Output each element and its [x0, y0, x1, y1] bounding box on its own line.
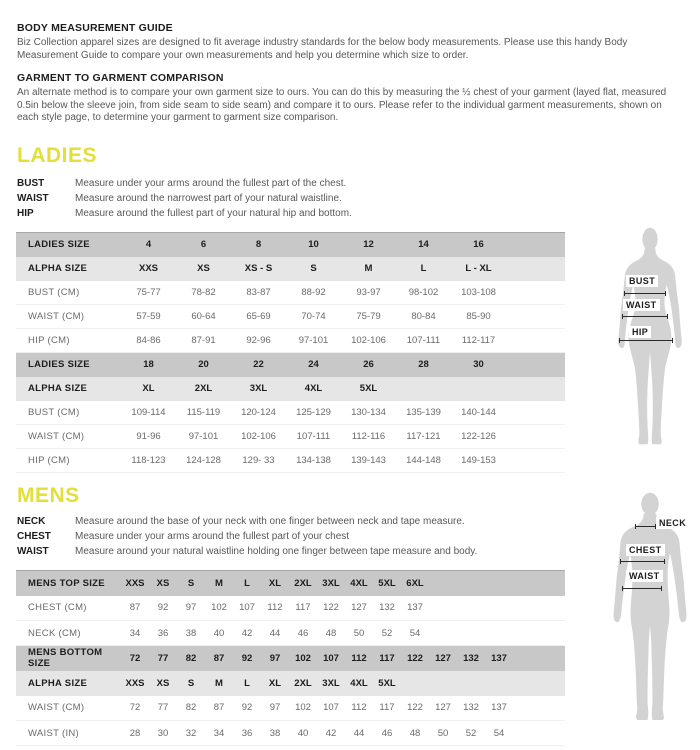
- size-cell: 3XL: [317, 671, 345, 696]
- definition-row: [17, 529, 477, 544]
- size-cell: 87: [205, 646, 233, 671]
- size-cell: 54: [401, 621, 429, 646]
- size-cell: 82: [177, 646, 205, 671]
- size-cell: 149-153: [451, 449, 506, 473]
- size-cell: 70-74: [286, 305, 341, 329]
- size-cell: L: [233, 571, 261, 596]
- size-cell: [485, 571, 513, 596]
- definition-text: Measure around the narrowest part of your natural waistline.: [75, 193, 342, 204]
- size-cell: 44: [261, 621, 289, 646]
- size-cell: 130-134: [341, 401, 396, 425]
- size-cell: 54: [485, 721, 513, 746]
- row-label: ALPHA SIZE: [16, 671, 121, 696]
- size-cell: 46: [289, 621, 317, 646]
- size-cell: 42: [233, 621, 261, 646]
- size-cell: 34: [205, 721, 233, 746]
- size-cell: 38: [177, 621, 205, 646]
- size-cell: 122: [401, 696, 429, 721]
- bust-measure-arrow-icon: [624, 291, 666, 296]
- size-cell: 102: [205, 596, 233, 621]
- row-label: CHEST (CM): [16, 596, 121, 621]
- size-cell: [396, 377, 451, 401]
- size-cell: 87-91: [176, 329, 231, 353]
- guide-title: BODY MEASUREMENT GUIDE: [17, 22, 173, 34]
- size-table-row-mens-bottom-size: [16, 646, 565, 671]
- size-cell: 5XL: [373, 571, 401, 596]
- waist-label: WAIST: [623, 299, 660, 311]
- size-cell: 46: [373, 721, 401, 746]
- ladies-definitions: [17, 176, 352, 221]
- size-cell: 107-111: [396, 329, 451, 353]
- row-label: LADIES SIZE: [16, 233, 121, 257]
- size-cell: M: [205, 671, 233, 696]
- size-table-row-waist-cm-: [16, 425, 565, 449]
- size-cell: 30: [149, 721, 177, 746]
- size-cell: 26: [341, 353, 396, 377]
- size-cell: 52: [457, 721, 485, 746]
- size-cell: XS: [149, 571, 177, 596]
- size-cell: 102-106: [231, 425, 286, 449]
- size-cell: 5XL: [373, 671, 401, 696]
- definition-term: WAIST: [17, 193, 49, 204]
- hip-measure-arrow-icon: [619, 338, 673, 343]
- size-cell: 24: [286, 353, 341, 377]
- size-cell: 98-102: [396, 281, 451, 305]
- size-cell: 2XL: [289, 671, 317, 696]
- definition-text: Measure under your arms around the fullest part of the chest.: [75, 178, 347, 189]
- size-table-row-hip-cm-: [16, 329, 565, 353]
- size-cell: 117-121: [396, 425, 451, 449]
- size-table-row-ladies-size: [16, 353, 565, 377]
- size-cell: 3XL: [231, 377, 286, 401]
- definition-row: [17, 514, 477, 529]
- size-table-row-hip-cm-: [16, 449, 565, 473]
- definition-text: Measure around your natural waistline holding one finger between tape measure and body.: [75, 546, 478, 557]
- size-cell: 137: [485, 646, 513, 671]
- definition-row: [17, 206, 352, 221]
- row-label: WAIST (IN): [16, 721, 121, 746]
- size-cell: L - XL: [451, 257, 506, 281]
- size-cell: 139-143: [341, 449, 396, 473]
- size-cell: 120-124: [231, 401, 286, 425]
- size-cell: 42: [317, 721, 345, 746]
- size-cell: 103-108: [451, 281, 506, 305]
- definition-term: BUST: [17, 178, 45, 189]
- size-cell: 4XL: [286, 377, 341, 401]
- size-cell: 52: [373, 621, 401, 646]
- definition-term: CHEST: [17, 531, 51, 542]
- size-cell: 44: [345, 721, 373, 746]
- definition-term: WAIST: [17, 546, 49, 557]
- size-cell: 84-86: [121, 329, 176, 353]
- size-cell: 134-138: [286, 449, 341, 473]
- definition-text: Measure under your arms around the fullest part of your chest: [75, 531, 350, 542]
- size-cell: 118-123: [121, 449, 176, 473]
- size-cell: XXS: [121, 257, 176, 281]
- size-cell: 93-97: [341, 281, 396, 305]
- row-label: HIP (CM): [16, 449, 121, 473]
- size-cell: 137: [401, 596, 429, 621]
- size-cell: [457, 596, 485, 621]
- size-cell: 97: [261, 646, 289, 671]
- neck-measure-arrow-icon: [635, 524, 656, 529]
- size-cell: 107: [317, 696, 345, 721]
- size-cell: 97: [177, 596, 205, 621]
- size-cell: 97: [261, 696, 289, 721]
- filler-cell: [506, 305, 565, 329]
- size-cell: [485, 671, 513, 696]
- size-cell: 107: [233, 596, 261, 621]
- filler-cell: [506, 377, 565, 401]
- size-cell: 8: [231, 233, 286, 257]
- size-cell: [485, 596, 513, 621]
- size-cell: 91-96: [121, 425, 176, 449]
- size-cell: 127: [345, 596, 373, 621]
- size-cell: 102-106: [341, 329, 396, 353]
- size-cell: 48: [401, 721, 429, 746]
- size-table-row-ladies-size: [16, 233, 565, 257]
- filler-cell: [506, 329, 565, 353]
- size-table-row-alpha-size: [16, 377, 565, 401]
- size-cell: 60-64: [176, 305, 231, 329]
- size-cell: 132: [457, 646, 485, 671]
- size-table-row-alpha-size: [16, 671, 565, 696]
- size-table-row-bust-cm-: [16, 281, 565, 305]
- size-cell: [401, 671, 429, 696]
- size-cell: 22: [231, 353, 286, 377]
- size-cell: 97-101: [176, 425, 231, 449]
- size-cell: 4XL: [345, 571, 373, 596]
- size-cell: 87: [205, 696, 233, 721]
- size-table-row-mens-top-size: [16, 571, 565, 596]
- size-table-row-alpha-size: [16, 257, 565, 281]
- filler-cell: [513, 596, 565, 621]
- filler-cell: [506, 401, 565, 425]
- size-cell: 117: [373, 696, 401, 721]
- ladies-figure: [603, 227, 697, 448]
- mens-section-heading: MENS: [17, 484, 80, 507]
- size-cell: 2XL: [289, 571, 317, 596]
- ladies-section-heading: LADIES: [17, 144, 98, 167]
- size-cell: 112-116: [341, 425, 396, 449]
- row-label: MENS BOTTOM SIZE: [16, 646, 121, 671]
- size-cell: XXS: [121, 571, 149, 596]
- size-cell: 50: [429, 721, 457, 746]
- size-cell: S: [177, 571, 205, 596]
- size-cell: XXS: [121, 671, 149, 696]
- size-cell: 144-148: [396, 449, 451, 473]
- size-cell: 125-129: [286, 401, 341, 425]
- size-cell: XL: [261, 671, 289, 696]
- size-cell: 92: [149, 596, 177, 621]
- size-cell: XS: [149, 671, 177, 696]
- size-cell: 77: [149, 646, 177, 671]
- size-table-row-chest-cm-: [16, 596, 565, 621]
- row-label: LADIES SIZE: [16, 353, 121, 377]
- size-cell: S: [286, 257, 341, 281]
- size-cell: 109-114: [121, 401, 176, 425]
- size-cell: 18: [121, 353, 176, 377]
- size-cell: 6XL: [401, 571, 429, 596]
- comparison-title: GARMENT TO GARMENT COMPARISON: [17, 72, 224, 84]
- size-cell: 132: [457, 696, 485, 721]
- size-cell: 115-119: [176, 401, 231, 425]
- size-cell: 140-144: [451, 401, 506, 425]
- size-cell: 72: [121, 646, 149, 671]
- size-cell: 137: [485, 696, 513, 721]
- size-cell: 80-84: [396, 305, 451, 329]
- size-cell: L: [233, 671, 261, 696]
- size-cell: 12: [341, 233, 396, 257]
- size-cell: 127: [429, 696, 457, 721]
- ladies-size-table: [16, 232, 565, 473]
- size-cell: 20: [176, 353, 231, 377]
- size-cell: 4: [121, 233, 176, 257]
- size-cell: 48: [317, 621, 345, 646]
- size-cell: 107-111: [286, 425, 341, 449]
- filler-cell: [506, 233, 565, 257]
- definition-text: Measure around the base of your neck with one finger between neck and tape measure.: [75, 516, 465, 527]
- size-cell: 82: [177, 696, 205, 721]
- row-label: ALPHA SIZE: [16, 377, 121, 401]
- bust-label: BUST: [626, 275, 658, 287]
- guide-paragraph: Biz Collection apparel sizes are designed to fit average industry standards for the below body measurements. Please use this handy Body Measurement Guide to compare your own measurements and help you determine which size to order.: [17, 37, 628, 61]
- size-cell: S: [177, 671, 205, 696]
- size-cell: 122: [401, 646, 429, 671]
- row-label: NECK (CM): [16, 621, 121, 646]
- size-cell: XL: [261, 571, 289, 596]
- definition-term: NECK: [17, 516, 46, 527]
- comparison-paragraph: An alternate method is to compare your own garment size to ours. You can do this by measuring the ½ chest of your garment (layed flat, measured 0.5in below the sleeve join, from side seam to side seam) and compare it to ours. Please refer to the individual garment measurements, shown on each style page, to determine your garment to garment size comparison.: [17, 87, 667, 123]
- neck-label: NECK: [656, 517, 689, 529]
- size-cell: 6: [176, 233, 231, 257]
- size-cell: [457, 671, 485, 696]
- size-cell: 77: [149, 696, 177, 721]
- size-cell: 92: [233, 646, 261, 671]
- filler-cell: [513, 646, 565, 671]
- definition-row: [17, 544, 477, 559]
- size-cell: [485, 621, 513, 646]
- size-cell: 117: [373, 646, 401, 671]
- size-cell: 40: [289, 721, 317, 746]
- filler-cell: [513, 621, 565, 646]
- size-cell: 112: [345, 696, 373, 721]
- size-cell: 3XL: [317, 571, 345, 596]
- size-cell: 135-139: [396, 401, 451, 425]
- size-table-row-waist-cm-: [16, 696, 565, 721]
- size-cell: 122: [317, 596, 345, 621]
- definition-row: [17, 191, 352, 206]
- filler-cell: [513, 696, 565, 721]
- size-table-row-neck-cm-: [16, 621, 565, 646]
- size-cell: XL: [121, 377, 176, 401]
- size-cell: 127: [429, 646, 457, 671]
- size-cell: L: [396, 257, 451, 281]
- row-label: ALPHA SIZE: [16, 257, 121, 281]
- filler-cell: [513, 571, 565, 596]
- size-cell: 87: [121, 596, 149, 621]
- size-cell: 78-82: [176, 281, 231, 305]
- size-cell: [429, 596, 457, 621]
- filler-cell: [506, 353, 565, 377]
- row-label: WAIST (CM): [16, 425, 121, 449]
- size-cell: 75-79: [341, 305, 396, 329]
- size-cell: 10: [286, 233, 341, 257]
- row-label: BUST (CM): [16, 401, 121, 425]
- size-cell: 2XL: [176, 377, 231, 401]
- definition-text: Measure around the fullest part of your natural hip and bottom.: [75, 208, 352, 219]
- size-cell: 75-77: [121, 281, 176, 305]
- waist-measure-arrow-icon: [622, 314, 668, 319]
- row-label: WAIST (CM): [16, 305, 121, 329]
- chest-label: CHEST: [626, 544, 665, 556]
- size-cell: [429, 671, 457, 696]
- size-cell: 85-90: [451, 305, 506, 329]
- size-cell: 28: [121, 721, 149, 746]
- filler-cell: [506, 425, 565, 449]
- mens-size-table: [16, 570, 565, 746]
- size-cell: 112: [345, 646, 373, 671]
- size-cell: 40: [205, 621, 233, 646]
- size-cell: 83-87: [231, 281, 286, 305]
- size-cell: 132: [373, 596, 401, 621]
- size-cell: M: [341, 257, 396, 281]
- size-cell: 122-126: [451, 425, 506, 449]
- definition-row: [17, 176, 352, 191]
- filler-cell: [513, 671, 565, 696]
- size-cell: XS: [176, 257, 231, 281]
- chest-measure-arrow-icon: [620, 559, 665, 564]
- size-cell: 32: [177, 721, 205, 746]
- size-cell: 5XL: [341, 377, 396, 401]
- size-cell: 57-59: [121, 305, 176, 329]
- size-cell: 97-101: [286, 329, 341, 353]
- size-cell: [429, 571, 457, 596]
- size-cell: 14: [396, 233, 451, 257]
- hip-label: HIP: [629, 326, 651, 338]
- size-cell: 112-117: [451, 329, 506, 353]
- waist-label: WAIST: [626, 570, 663, 582]
- size-cell: [429, 621, 457, 646]
- size-cell: M: [205, 571, 233, 596]
- row-label: MENS TOP SIZE: [16, 571, 121, 596]
- filler-cell: [506, 449, 565, 473]
- size-cell: 36: [233, 721, 261, 746]
- size-cell: 92: [233, 696, 261, 721]
- size-cell: 102: [289, 646, 317, 671]
- size-cell: 36: [149, 621, 177, 646]
- row-label: BUST (CM): [16, 281, 121, 305]
- filler-cell: [506, 281, 565, 305]
- size-table-row-waist-cm-: [16, 305, 565, 329]
- mens-figure: [598, 492, 700, 724]
- size-cell: 65-69: [231, 305, 286, 329]
- filler-cell: [513, 721, 565, 746]
- definition-term: HIP: [17, 208, 34, 219]
- waist-measure-arrow-icon: [622, 586, 662, 591]
- size-cell: 129- 33: [231, 449, 286, 473]
- size-cell: 107: [317, 646, 345, 671]
- size-cell: 38: [261, 721, 289, 746]
- size-cell: 124-128: [176, 449, 231, 473]
- size-table-row-waist-in-: [16, 721, 565, 746]
- size-cell: [451, 377, 506, 401]
- size-cell: 92-96: [231, 329, 286, 353]
- size-cell: 112: [261, 596, 289, 621]
- size-cell: [457, 571, 485, 596]
- size-cell: 4XL: [345, 671, 373, 696]
- size-cell: [457, 621, 485, 646]
- size-cell: 16: [451, 233, 506, 257]
- size-cell: 102: [289, 696, 317, 721]
- row-label: HIP (CM): [16, 329, 121, 353]
- size-cell: 72: [121, 696, 149, 721]
- size-cell: 28: [396, 353, 451, 377]
- size-cell: XS - S: [231, 257, 286, 281]
- size-table-row-bust-cm-: [16, 401, 565, 425]
- mens-definitions: [17, 514, 477, 559]
- size-cell: 50: [345, 621, 373, 646]
- size-cell: 34: [121, 621, 149, 646]
- size-cell: 88-92: [286, 281, 341, 305]
- size-cell: 30: [451, 353, 506, 377]
- filler-cell: [506, 257, 565, 281]
- size-cell: 117: [289, 596, 317, 621]
- row-label: WAIST (CM): [16, 696, 121, 721]
